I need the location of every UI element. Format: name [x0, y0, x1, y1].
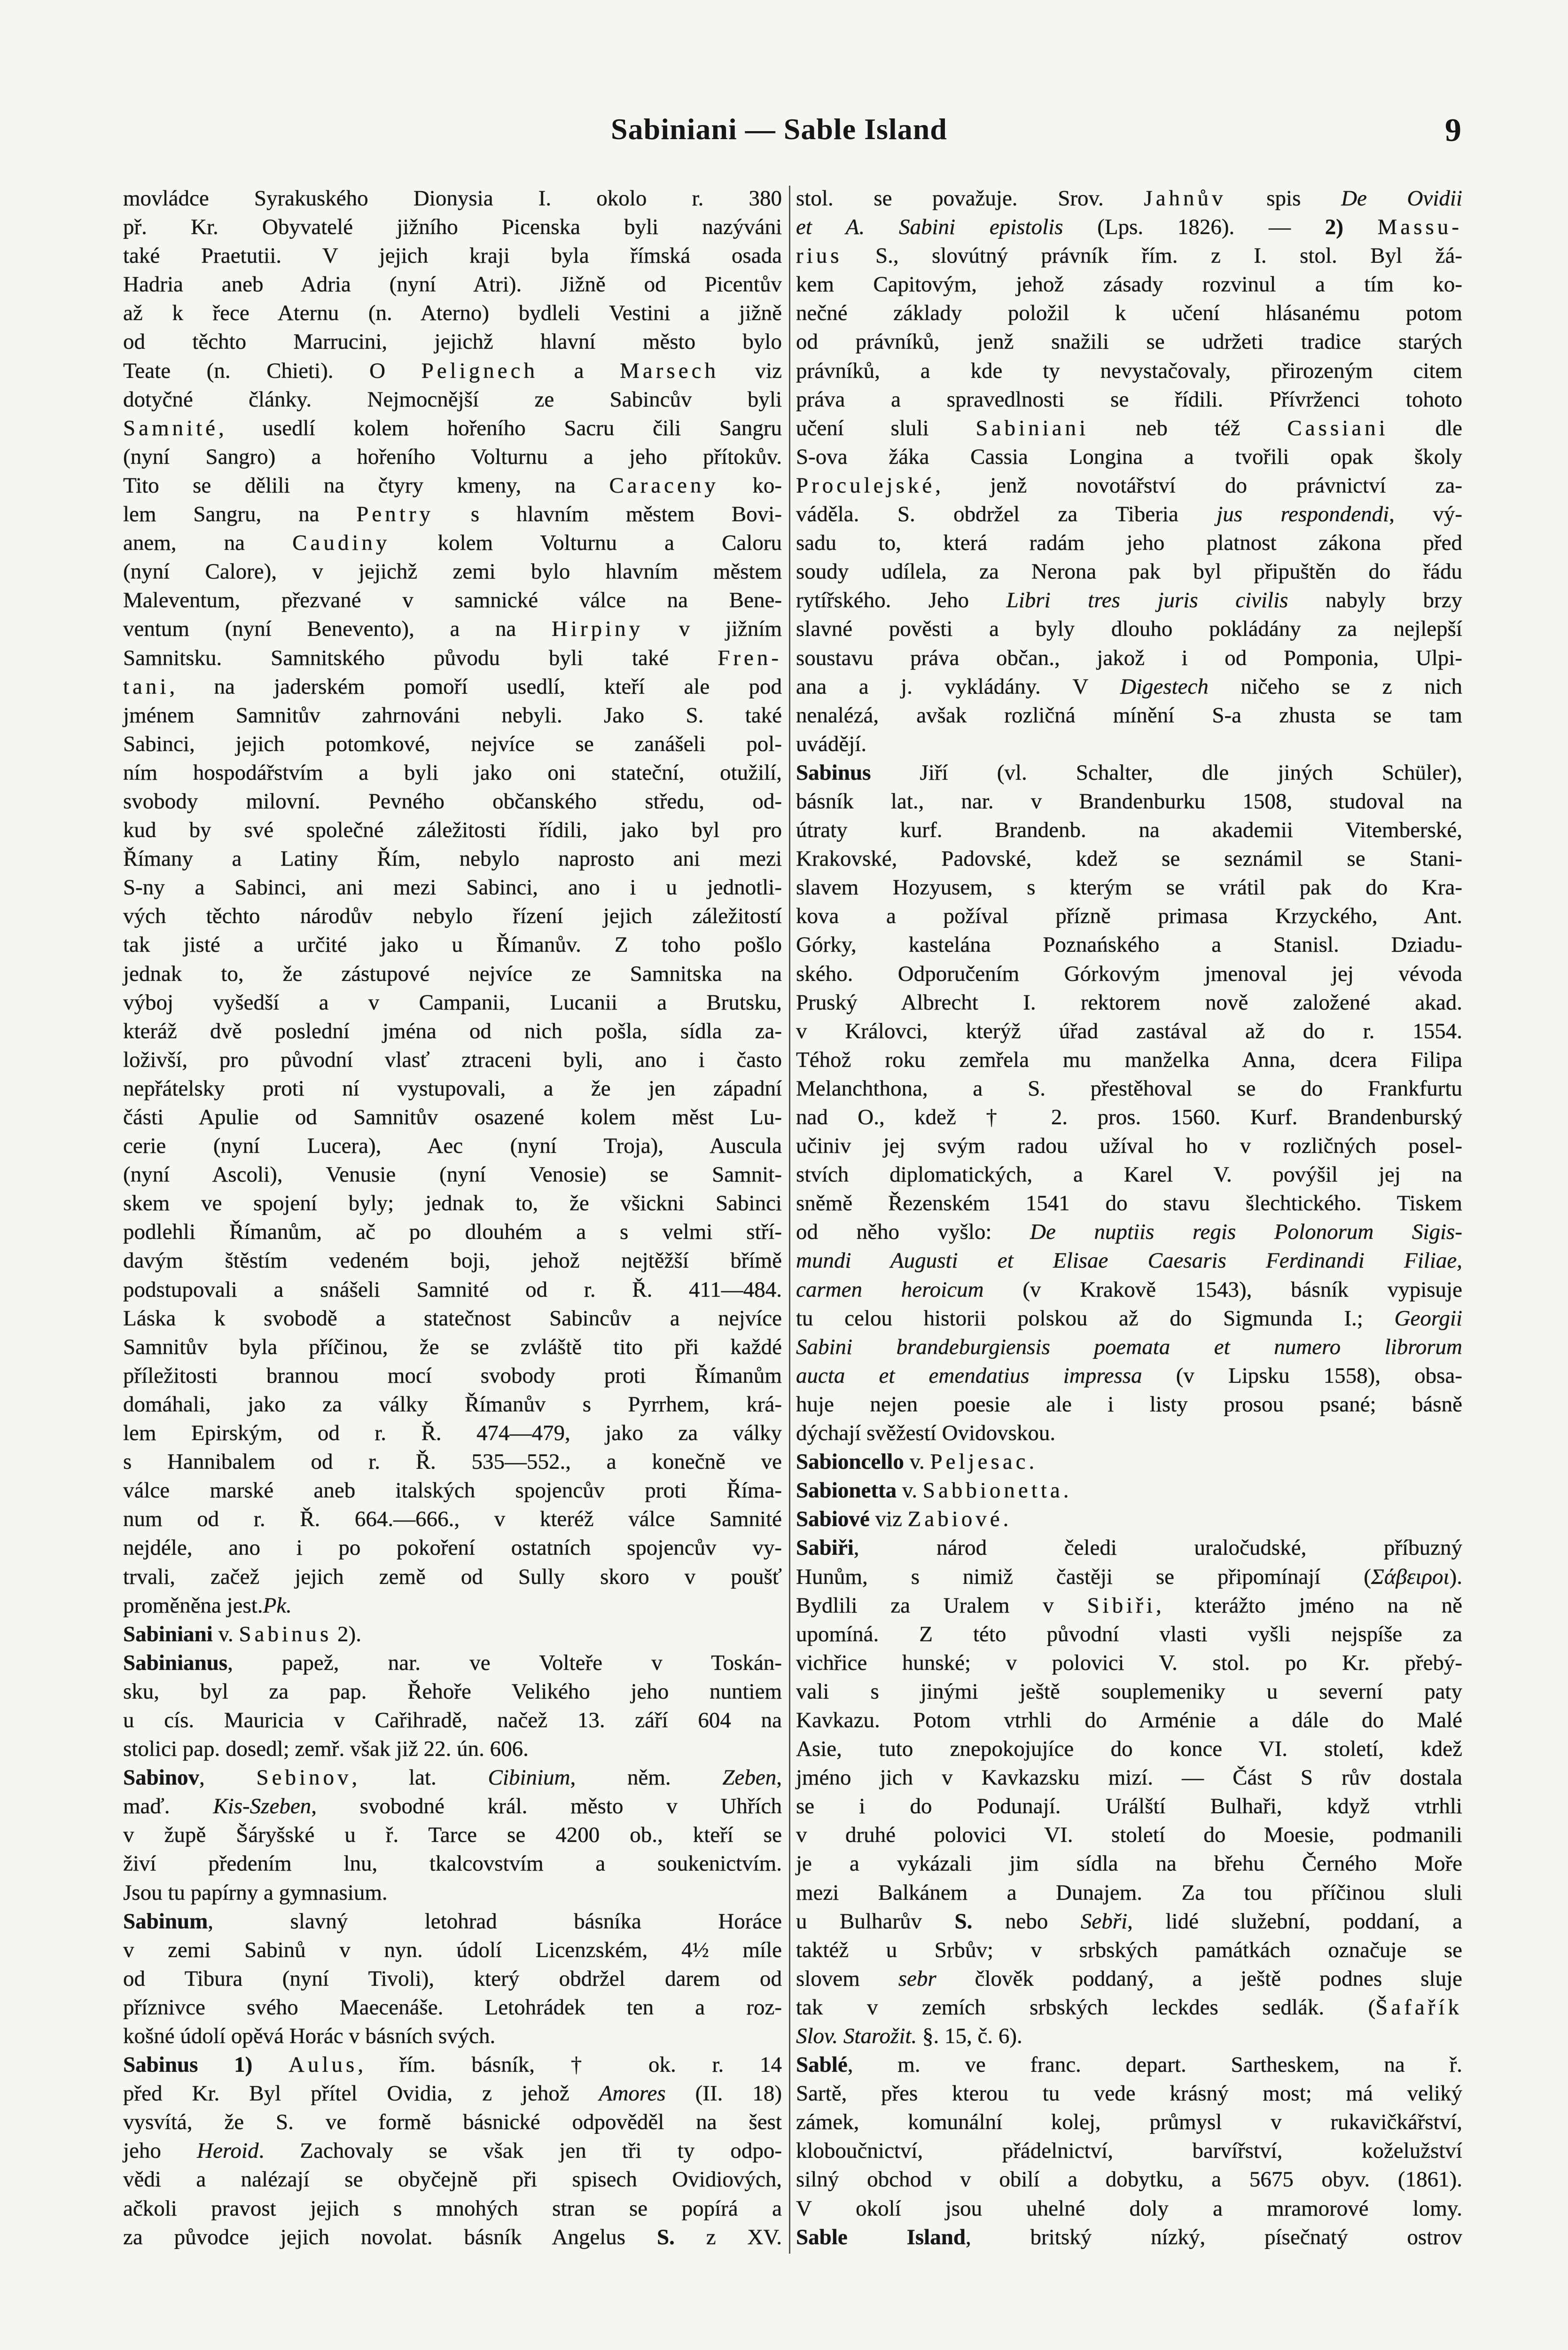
text-segment: Tito se dělili na čtyry kmeny, na [123, 473, 609, 498]
text-line: soustavu práva občan., jakož i od Pomponia, Ulpi- [796, 645, 1462, 670]
text-line: u cís. Mauricia v Cařihradě, načež 13. září 604 na [123, 1708, 782, 1732]
text-line: Samnitův byla příčinou, že se zvláště tito při každé [123, 1334, 782, 1359]
text-line [796, 2223, 1462, 2252]
text-segment: u Bulharův [796, 1909, 955, 1934]
text-line: kteráž dvě poslední jména od nich pošla, sídla za- [123, 1018, 782, 1043]
text-line [796, 213, 1462, 242]
text-line: jednak to, že zástupové nejvíce ze Samnitska na [123, 961, 782, 986]
italic-text: jus respondendi [1217, 502, 1389, 527]
italic-text: aucta et emendatius impressa [796, 1363, 1142, 1388]
italic-text: Cibinium [488, 1765, 570, 1790]
text-line: je a vykázali jim sídla na břehu Černého Moře [796, 1851, 1462, 1876]
text-line: soudy udílela, za Nerona pak byl připuštěn do řádu [796, 559, 1462, 584]
text-line: kud by své společné záležitosti řídili, jako byl pro [123, 818, 782, 843]
text-segment: ventum (nyní Benevento), a na [123, 617, 552, 642]
text-line [123, 2051, 782, 2079]
text-line: vědi a nalézají se obyčejně při spisech Ovidiových, [123, 2167, 782, 2192]
spaced-text: Massu- [1377, 215, 1462, 240]
text-segment: tu celou historii polskou až do Sigmunda I.; [796, 1306, 1395, 1331]
text-segment: nabyly brzy [1288, 588, 1462, 613]
text-segment: . [1029, 1449, 1035, 1474]
entry-headword: Sabinus 1) [123, 2052, 253, 2077]
text-segment: rytířského. Jeho [796, 588, 1006, 613]
text-line: živí předením lnu, tkalcovstvím a soukenictvím. [123, 1851, 782, 1876]
text-segment: za původce jejich novolat. básník Angelus [123, 2225, 657, 2249]
text-line: S-ny a Sabinci, ani mezi Sabinci, ano i u jednotli- [123, 875, 782, 900]
entry-headword: 2) [1325, 215, 1343, 240]
text-line: vichřice hunské; v polovici V. stol. po Kr. přebý- [796, 1650, 1462, 1675]
text-line: skem ve spojení byly; jednak to, že všickni Sabinci [123, 1191, 782, 1216]
text-segment [252, 2052, 289, 2077]
text-line: nejdéle, ano i po pokoření ostatních spojencův vy- [123, 1535, 782, 1560]
italic-text: Libri tres juris civilis [1006, 588, 1288, 613]
entry-headword: Sabinum [123, 1909, 208, 1934]
text-segment: , [199, 1765, 257, 1790]
entry-headword: Sabiniani [123, 1622, 213, 1646]
text-line: Pruský Albrecht I. rektorem nově založené akad. [796, 990, 1462, 1015]
entry-headword: S. [656, 2225, 675, 2249]
text-segment: Jiří (vl. Schalter, dle jiných Schüler), [871, 760, 1462, 785]
text-line: př. Kr. Obyvatelé jižního Picenska byli nazýváni [123, 215, 782, 240]
text-line: loživší, pro původní vlasť ztraceni byli, ano i často [123, 1047, 782, 1072]
text-line [796, 759, 1462, 787]
text-line: silný obchod v obilí a dobytku, a 5675 obyv. (1861). [796, 2167, 1462, 2192]
entry-headword: Sabiři [796, 1535, 854, 1560]
text-line: právníků, a kde ty nevystačovaly, přirozeným citem [796, 358, 1462, 383]
text-segment: ničeho se z nich [1208, 674, 1462, 699]
entry-headword: Sabioncello [796, 1449, 904, 1474]
spaced-text: Proculejské [796, 473, 936, 498]
spaced-text: Pentry [356, 502, 434, 527]
italic-text: De nuptiis regis Polonorum Sigis- [1030, 1220, 1462, 1245]
text-segment: Hunům, s nimiž častěji se připomínají ( [796, 1564, 1371, 1589]
text-line [123, 414, 782, 443]
text-line [796, 471, 1462, 500]
text-line: práva a spravedlnosti se řídili. Přívrženci tohoto [796, 387, 1462, 412]
text-line [123, 615, 782, 643]
text-segment: od něho vyšlo: [796, 1220, 1030, 1245]
spaced-text: Sebinov [256, 1765, 352, 1790]
spaced-text: tani [123, 674, 170, 699]
spaced-text: Hirpiny [551, 617, 644, 642]
text-line [796, 414, 1462, 443]
text-segment: , lidé služební, poddaní, a [1127, 1909, 1463, 1934]
italic-text: Georgii [1394, 1306, 1462, 1331]
spaced-text: Pelignech [421, 358, 538, 383]
text-segment: . [1003, 1507, 1009, 1532]
italic-text: Pk. [263, 1593, 292, 1618]
text-line: num od r. Ř. 664.—666., v kteréž válce Samnité [123, 1507, 782, 1532]
text-line: také Praetutii. V jejich kraji byla římská osada [123, 243, 782, 268]
text-line [123, 2223, 782, 2252]
text-line: kloboučnictví, přádelnictví, barvířství, koželužství [796, 2138, 1462, 2163]
text-line: Hadria aneb Adria (nyní Atri). Jižně od Picentův [123, 272, 782, 297]
text-line: podstupovali a snášeli Samnité od r. Ř. 411—484. [123, 1277, 782, 1302]
text-segment: (v Krakově 1543), básník vypisuje [983, 1277, 1462, 1302]
text-line: příležitosti brannou mocí svobody proti Římanům [123, 1363, 782, 1388]
text-segment: Teate (n. Chieti). O [123, 358, 421, 383]
text-line [123, 500, 782, 529]
text-line: výboj vyšedší a v Campanii, Lucanii a Brutsku, [123, 990, 782, 1015]
text-line [123, 1792, 782, 1821]
italic-text: Heroid [197, 2138, 259, 2163]
text-line: Téhož roku zemřela mu manželka Anna, dcera Filipa [796, 1047, 1462, 1072]
text-line [123, 2079, 782, 2108]
text-segment: učení sluli [796, 415, 976, 440]
text-line [796, 1304, 1462, 1333]
text-segment: ana a j. vykládány. V [796, 674, 1120, 699]
text-line: slavné pověsti a byly dlouho pokládány za nejlepší [796, 617, 1462, 642]
text-segment: 2). [332, 1622, 361, 1646]
text-line: Kavkazu. Potom vtrhli do Arménie a dále do Malé [796, 1708, 1462, 1732]
text-segment: , slavný letohrad básníka Horáce [208, 1909, 782, 1934]
text-segment: v. [904, 1449, 930, 1474]
text-line [123, 471, 782, 500]
text-line: od těchto Marrucini, jejichž hlavní město bylo [123, 329, 782, 354]
text-line: v Královci, kterýž úřad zastával až do r. 1554. [796, 1018, 1462, 1043]
text-line [123, 644, 782, 673]
text-line: od Tibura (nyní Tivoli), který obdržel darem od [123, 1966, 782, 1991]
text-segment: , papež, nar. ve Volteře v Toskán- [227, 1650, 782, 1675]
text-segment: váděla. S. obdržel za Tiberia [796, 502, 1217, 527]
italic-text: Slov. Starožit. [796, 2024, 917, 2048]
text-segment: , lat. [351, 1765, 488, 1790]
spaced-text: Marsech [620, 358, 719, 383]
text-segment: , jenž novotářství do právnictví za- [935, 473, 1462, 498]
text-line: movládce Syrakuského Dionysia I. okolo r. 380 [123, 186, 782, 211]
text-segment: Bydlili za Uralem v [796, 1593, 1087, 1618]
text-line: stvích diplomatických, a Karel V. povýšil jej na [796, 1162, 1462, 1187]
text-line: Láska k svobodě a statečnost Sabincův a nejvíce [123, 1306, 782, 1331]
text-segment: a [538, 358, 620, 383]
text-line: v župě Šáryšské u ř. Tarce se 4200 ob., kteří se [123, 1823, 782, 1848]
text-line [796, 2051, 1462, 2079]
text-segment [1343, 215, 1378, 239]
text-line [796, 1993, 1462, 2022]
text-segment: stol. se považuje. Srov. [796, 186, 1144, 211]
text-segment: spis [1226, 186, 1342, 211]
text-line [123, 529, 782, 557]
spaced-text: Aulus [289, 2052, 358, 2077]
text-line: sadu to, která radám jeho platnost zákona před [796, 531, 1462, 556]
text-line: svobody milovní. Pevného občanského středu, od- [123, 789, 782, 814]
text-segment: , národ čeledi uraločudské, příbuzný [853, 1535, 1462, 1560]
text-line: dotyčné články. Nejmocnější ze Sabincův byli [123, 387, 782, 412]
entry-headword: Sabionetta [796, 1478, 897, 1503]
italic-text: sebr [898, 1966, 936, 1991]
text-line [796, 1563, 1462, 1591]
text-line: trvali, začež jejich země od Sully skoro v poušť [123, 1564, 782, 1589]
text-line: nepřátelsky proti ní vystupovali, a že jen západní [123, 1076, 782, 1101]
text-segment: , svobodné král. město v Uhřích [311, 1794, 782, 1819]
text-line: (nyní Calore), v jejichž zemi bylo hlavním městem [123, 559, 782, 584]
text-line: tak jisté a určité jako u Římanův. Z toho pošlo [123, 932, 782, 957]
text-segment: člověk poddaný, a ještě podnes sluje [936, 1966, 1462, 1991]
text-segment: , usedlí kolem hořeního Sacru čili Sangru [218, 415, 782, 440]
spaced-text: Sabbionetta [922, 1478, 1063, 1503]
italic-text: Amores [599, 2081, 666, 2106]
text-line [796, 184, 1462, 213]
text-line: V okolí jsou uhelné doly a mramorové lomy. [796, 2196, 1462, 2221]
text-line: Melanchthona, a S. přestěhoval se do Frankfurtu [796, 1076, 1462, 1101]
text-line [796, 1218, 1462, 1246]
text-line: vých těchto národův nebylo řízení jejich záležitostí [123, 904, 782, 929]
text-line: lem Epirským, od r. Ř. 474—479, jako za války [123, 1421, 782, 1446]
text-line [123, 1620, 782, 1649]
text-line: válce marské aneb italských spojencův proti Říma- [123, 1478, 782, 1503]
text-segment: maď. [123, 1794, 213, 1819]
text-segment: tak v zemích srbských leckdes sedlák. ( [796, 1995, 1376, 2020]
text-line: mezi Balkánem a Dunajem. Za tou příčinou sluli [796, 1880, 1462, 1905]
page-number: 9 [1445, 112, 1462, 149]
text-line: v zemi Sabinů v nyn. údolí Licenzském, 4½ míle [123, 1937, 782, 1962]
text-line: dýchají svěžestí Ovidovskou. [796, 1421, 1056, 1446]
left-column [123, 184, 782, 2252]
text-segment: , řím. básník, † ok. r. 14 [358, 2052, 782, 2077]
spaced-text: rius [796, 243, 843, 268]
text-line [796, 1448, 1462, 1476]
text-segment: , kterážto jméno na ně [1155, 1593, 1462, 1618]
text-segment: proměněna jest. [123, 1593, 263, 1618]
column-divider [789, 186, 790, 2254]
text-line: stolici pap. dosedl; zemř. však již 22. ún. 606. [123, 1737, 529, 1762]
text-line: sněmě Řezenském 1541 do stavu šlechtického. Tiskem [796, 1191, 1462, 1216]
text-line [123, 1591, 782, 1620]
text-line: jméno jich v Kavkazsku mizí. — Část S rův dostala [796, 1765, 1462, 1790]
text-line: od právníků, jenž snažili se udržeti tradice starých [796, 329, 1462, 354]
text-line [796, 1333, 1462, 1362]
text-line: nečné základy položil k učení hlásanému potom [796, 301, 1462, 326]
text-line: S-ova žáka Cassia Longina a tvořili opak školy [796, 444, 1462, 469]
entry-headword: S. [954, 1909, 973, 1934]
spaced-text: Šafařík [1375, 1995, 1462, 2020]
text-line: taktéž u Srbův; v srbských památkách označuje se [796, 1937, 1462, 1962]
spaced-text: Caraceny [609, 473, 719, 498]
text-line [796, 1591, 1462, 1620]
italic-text: Sebři [1080, 1909, 1128, 1934]
text-segment: (v Lipsku 1558), obsa- [1142, 1363, 1462, 1388]
text-line: se i do Podunají. Urálští Bulhaři, když vtrhli [796, 1794, 1462, 1819]
text-line [796, 1965, 1462, 1993]
text-segment: viz [718, 358, 782, 383]
text-line [796, 242, 1462, 270]
text-line: Asie, tuto znepokojujíce do konce VI. století, kdež [796, 1737, 1462, 1762]
text-line [796, 1907, 1462, 1936]
text-line: příznivce svého Maecenáše. Letohrádek ten a roz- [123, 1995, 782, 2020]
spaced-text: Caudiny [292, 531, 390, 556]
text-line [796, 1276, 1462, 1304]
text-line: Římany a Latiny Řím, nebylo naprosto ani mezi [123, 846, 782, 871]
text-segment: . Zachovaly se však jen tři ty odpo- [258, 2138, 782, 2163]
text-segment: (II. 18) [665, 2081, 782, 2106]
text-line: Górky, kastelána Poznańského a Stanisl. Dziadu- [796, 932, 1462, 957]
text-line: nenalézá, avšak rozličná mínění S-a zhusta se tam [796, 703, 1462, 728]
text-line: ním hospodářstvím a byli jako oni stateční, otužilí, [123, 760, 782, 785]
text-line: ského. Odporučením Górkovým jmenoval jej vévoda [796, 961, 1462, 986]
text-line: nad O., kdež † 2. pros. 1560. Kurf. Brandenburský [796, 1105, 1462, 1129]
text-line [796, 1476, 1462, 1505]
text-line: části Apulie od Samnitův osazené kolem měst Lu- [123, 1105, 782, 1129]
spaced-text: Cassiani [1287, 415, 1389, 440]
entry-headword: Sable Island [796, 2225, 966, 2249]
text-line: básník lat., nar. v Brandenburku 1508, studoval na [796, 789, 1462, 814]
text-segment: neb též [1089, 415, 1287, 440]
italic-text: mundi Augusti et Elisae Caesaris Ferdinandi Filiae, [796, 1248, 1462, 1273]
italic-text: Σάβειροι [1371, 1564, 1450, 1589]
text-line: s Hannibalem od r. Ř. 535—552., a konečně ve [123, 1449, 782, 1474]
text-segment: v. [897, 1478, 923, 1503]
text-segment: , vý- [1389, 502, 1462, 527]
text-line [796, 673, 1462, 701]
spaced-text: Jahnův [1144, 186, 1226, 211]
text-segment: dle [1388, 415, 1462, 440]
right-column [796, 184, 1462, 2252]
text-segment: Samnitsku. Samnitského původu byli také [123, 645, 718, 670]
text-segment: anem, na [123, 531, 293, 556]
text-segment: S., slovútný právník řím. z I. stol. Byl žá- [842, 243, 1462, 268]
text-segment: , něm. [570, 1765, 723, 1790]
text-line: Maleventum, přezvané v samnické válce na Bene- [123, 588, 782, 613]
text-line: útraty kurf. Brandenb. na akademii Vitemberské, [796, 818, 1462, 843]
text-segment: ko- [718, 473, 782, 498]
text-segment: kolem Volturnu a Caloru [390, 531, 782, 556]
text-line [123, 357, 782, 385]
text-line [796, 500, 1462, 529]
text-line [123, 1907, 782, 1936]
text-line: davým štěstím vedeném boji, jehož nejtěžší břímě [123, 1248, 782, 1273]
italic-text: De Ovidii [1341, 186, 1463, 211]
text-segment: ). [1449, 1564, 1462, 1589]
entry-headword: Sabinus [796, 760, 871, 785]
italic-text: carmen heroicum [796, 1277, 984, 1302]
text-line: v druhé polovici VI. století do Moesie, podmanili [796, 1823, 1462, 1848]
text-segment: , [776, 1765, 782, 1790]
spaced-text: Sibiři [1087, 1593, 1156, 1618]
text-line: (nyní Sangro) a hořeního Volturnu a jeho přítokův. [123, 444, 782, 469]
text-line: (nyní Ascoli), Venusie (nyní Venosie) se Samnit- [123, 1162, 782, 1187]
italic-text: Kis-Szeben [213, 1794, 312, 1819]
text-line: sku, byl za pap. Řehoře Velikého jeho nuntiem [123, 1679, 782, 1704]
italic-text: Digestech [1120, 674, 1209, 699]
spaced-text: Zabiové [907, 1507, 1003, 1532]
text-segment: jeho [123, 2138, 197, 2163]
text-segment: viz [869, 1507, 908, 1532]
text-line [796, 1534, 1462, 1562]
text-line: cerie (nyní Lucera), Aec (nyní Troja), Auscula [123, 1134, 782, 1159]
spaced-text: Sabinus [239, 1622, 332, 1646]
text-line [796, 1505, 1462, 1534]
text-segment: lem Sangru, na [123, 502, 357, 527]
text-segment: . [1063, 1478, 1069, 1503]
text-segment: v. [212, 1622, 239, 1646]
text-line: Jsou tu papírny a gymnasium. [123, 1880, 388, 1905]
entry-headword: Sabinov [123, 1765, 199, 1790]
text-segment: slovem [796, 1966, 898, 1991]
text-segment: nebo [972, 1909, 1081, 1934]
text-line: uvádějí. [796, 731, 867, 756]
text-segment: v jižním [643, 617, 782, 642]
running-header: Sabiniani — Sable Island [611, 112, 947, 146]
text-segment: před Kr. Byl přítel Ovidia, z jehož [123, 2081, 599, 2106]
text-line: až k řece Aternu (n. Aterno) bydleli Vestini a jižně [123, 301, 782, 326]
spaced-text: Samnité [123, 415, 219, 440]
text-segment: , britský nízký, písečnatý ostrov [966, 2225, 1462, 2249]
text-line [796, 1246, 1462, 1275]
text-segment: §. 15, č. 6). [917, 2024, 1022, 2048]
text-segment: s hlavním městem Bovi- [434, 502, 782, 527]
text-line [123, 1649, 782, 1677]
text-line [796, 586, 1462, 615]
text-line: zámek, komunální kolej, průmysl v rukavičkářství, [796, 2110, 1462, 2135]
entry-headword: Sablé [796, 2052, 848, 2077]
text-line [796, 1362, 1462, 1390]
text-segment: z XV. [674, 2225, 782, 2249]
text-line: kem Capitovým, jehož zásady rozvinul a tím ko- [796, 272, 1462, 297]
text-line: ačkoli pravost jejich s mnohých stran se popírá a [123, 2196, 782, 2221]
text-line [123, 1763, 782, 1792]
text-line: slavem Hozyusem, s kterým se vrátil pak do Kra- [796, 875, 1462, 900]
text-line [123, 673, 782, 701]
text-line: košné údolí opěvá Horác v básních svých. [123, 2024, 496, 2048]
text-line: domáhali, jako za války Římanův s Pyrrhem, krá- [123, 1392, 782, 1417]
text-segment: , na jaderském pomoří usedlí, kteří ale pod [169, 674, 782, 699]
italic-text: et A. Sabini epistolis [796, 215, 1063, 240]
text-line: učiniv jej svým radou užíval ho v rozličných posel- [796, 1134, 1462, 1159]
spaced-text: Peljesac [930, 1449, 1029, 1474]
text-line: jménem Samnitův zahrnováni nebyli. Jako S. také [123, 703, 782, 728]
text-line: Krakovské, Padovské, kdež se seznámil se Stani- [796, 846, 1462, 871]
text-line: Sartě, přes kterou tu vede krásný most; má veliký [796, 2081, 1462, 2106]
entry-headword: Sabiové [796, 1507, 870, 1532]
text-line: vali s jinými ještě souplemeniky u severní paty [796, 1679, 1462, 1704]
text-line: Sabinci, jejich potomkové, nejvíce se zanášeli pol- [123, 731, 782, 756]
text-line: vysvítá, že S. ve formě básnické odpověděl na šest [123, 2110, 782, 2135]
italic-text: Zeben [722, 1765, 777, 1790]
italic-text: Sabini brandeburgiensis poemata et numero librorum [796, 1334, 1462, 1359]
text-line: kova a požíval přízně primasa Krzyckého, Ant. [796, 904, 1462, 929]
spaced-text: Sabiniani [975, 415, 1089, 440]
text-line [796, 2022, 1462, 2051]
spaced-text: Fren- [718, 645, 782, 670]
text-line [123, 2137, 782, 2165]
text-line: upomíná. Z této původní vlasti vyšli nejspíše za [796, 1622, 1462, 1646]
text-line: huje nejen poesie ale i listy prosou psané; básně [796, 1392, 1462, 1417]
text-segment: (Lps. 1826). — [1063, 215, 1325, 240]
text-line: podlehli Římanům, ač po dlouhém a s velmi stří- [123, 1220, 782, 1245]
entry-headword: Sabinianus [123, 1650, 228, 1675]
text-segment: , m. ve franc. depart. Sartheskem, na ř. [847, 2052, 1462, 2077]
